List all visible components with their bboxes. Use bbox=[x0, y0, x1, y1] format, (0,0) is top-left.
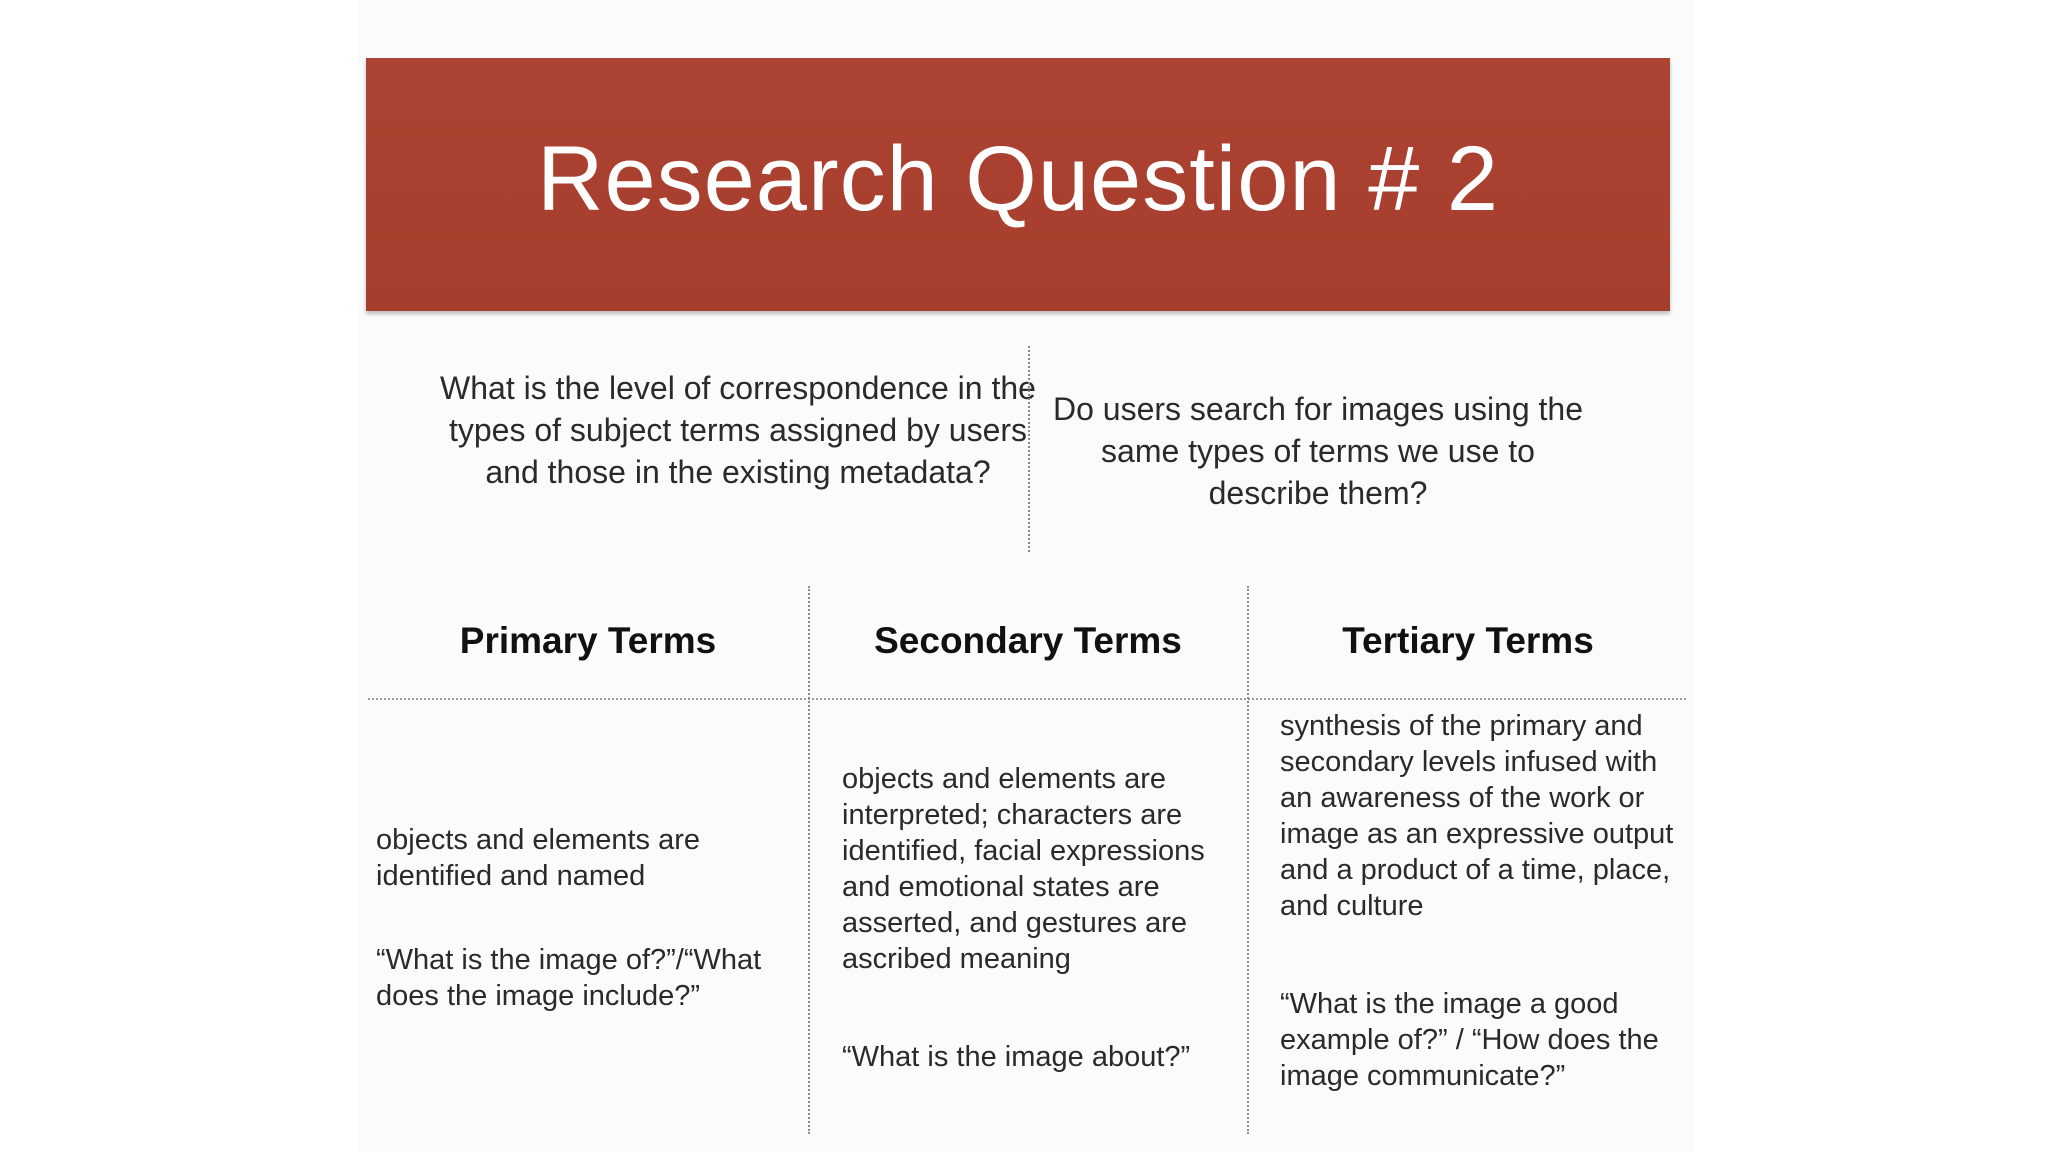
column-heading-primary: Primary Terms bbox=[459, 620, 717, 661]
primary-question: “What is the image of?”/“What does the image include?” bbox=[376, 944, 762, 1012]
primary-description: objects and elements are identified and named bbox=[376, 824, 701, 892]
slide-title: Research Question # 2 bbox=[537, 128, 1499, 230]
table-header-divider bbox=[368, 698, 1686, 700]
column-heading-tertiary: Tertiary Terms bbox=[1342, 620, 1594, 661]
secondary-description: objects and elements are interpreted; characters are identified, facial expressions and emotional states are asserted, and gestures are ascribed meaning bbox=[842, 763, 1205, 975]
tertiary-question: “What is the image a good example of?” / “How does the image communicate?” bbox=[1280, 988, 1659, 1092]
title-banner bbox=[366, 58, 1670, 311]
column-divider-1 bbox=[808, 586, 810, 1134]
column-divider-2 bbox=[1247, 586, 1249, 1134]
research-question-left: What is the level of correspondence in the types of subject terms assigned by users and those in the existing metadata? bbox=[440, 370, 1036, 490]
question-divider bbox=[1028, 346, 1030, 552]
column-heading-secondary: Secondary Terms bbox=[874, 620, 1182, 661]
secondary-question: “What is the image about?” bbox=[842, 1041, 1191, 1073]
tertiary-description: synthesis of the primary and secondary levels infused with an awareness of the work or image as an expressive output and a product of a time, place, and culture bbox=[1280, 710, 1674, 922]
research-question-right: Do users search for images using the same types of terms we use to describe them? bbox=[1052, 391, 1584, 511]
